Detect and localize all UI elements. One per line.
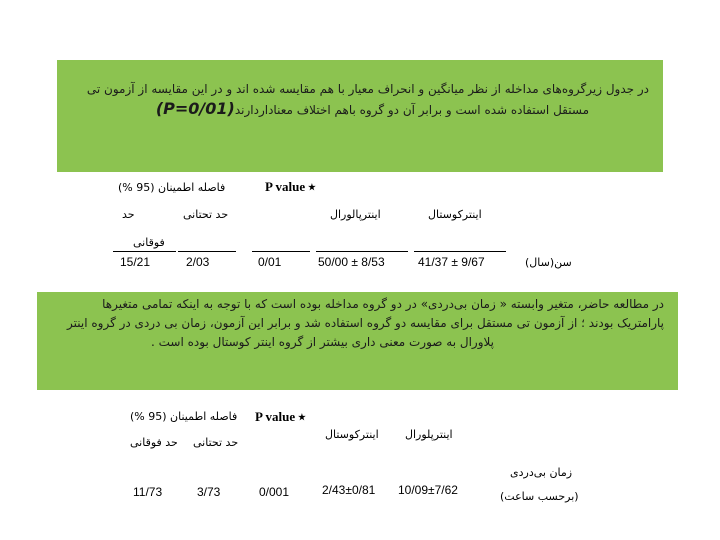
note-line-3: پلاورال به صورت معنی داری بیشتر از گروه اینتر کوستال بوده است . <box>151 335 494 349</box>
t1-ci-header: فاصله اطمینان (95 %) <box>118 181 226 194</box>
t1-rule-3 <box>252 251 310 252</box>
t2-group-b-value: 2/43±0/81 <box>322 483 376 497</box>
t1-rule-5 <box>414 251 506 252</box>
note-line-2: پارامتریک بودند ؛ از آزمون تی مستقل برای مقایسه دو گروه استفاده شد و برابر این آزمون، زمان بی دردی در گروه اینتر <box>67 316 664 330</box>
t2-upper-value: 11/73 <box>133 485 163 499</box>
t2-row-label: زمان بی‌دردی <box>510 466 573 479</box>
t1-rule-2 <box>178 251 236 252</box>
t1-pvalue-value: 0/01 <box>258 255 282 269</box>
t2-lower-header: حد تحتانی <box>193 436 239 449</box>
t1-group-b-value: 41/37 ± 9/67 <box>418 255 485 269</box>
intro-line-1: در جدول زیرگروه‌های مداخله از نظر میانگین و انحراف معیار با هم مقایسه شده اند و در این مقایسه از آزمون تی <box>86 82 649 96</box>
t1-upper-header: حد <box>122 208 135 221</box>
note-text-box <box>37 292 678 390</box>
t2-lower-value: 3/73 <box>197 485 221 499</box>
t1-pvalue-header: P value ٭ <box>265 179 316 194</box>
t1-lower-header: حد تحتانی <box>183 208 229 221</box>
intro-line-2: مستقل استفاده شده است و برابر آن دو گروه باهم اختلاف معناداردارند(P=0/01) <box>155 99 589 118</box>
intro-text-box <box>57 60 663 172</box>
t2-pvalue-value: 0/001 <box>259 485 290 499</box>
t1-row-label: سن(سال) <box>525 256 572 269</box>
t1-group-a-header: اینترپالورال <box>330 208 381 221</box>
t2-upper-header: حد فوقانی <box>130 436 178 449</box>
t2-group-b-header: اینترکوستال <box>325 428 379 441</box>
t1-upper-value: 15/21 <box>120 255 151 269</box>
t2-group-a-value: 10/09±7/62 <box>398 483 458 497</box>
t2-ci-header: فاصله اطمینان (95 %) <box>130 410 238 423</box>
t1-rule-4 <box>316 251 408 252</box>
note-line-1: در مطالعه حاضر، متغیر وابسته « زمان بی‌دردی» در دو گروه مداخله بوده است که با توجه به اینکه تمامی متغیرها <box>102 297 664 311</box>
t2-pvalue-header: P value ٭ <box>255 409 306 424</box>
t1-rule-1 <box>113 251 176 252</box>
t1-group-a-value: 50/00 ± 8/53 <box>318 255 385 269</box>
t2-row-label-unit: (برحسب ساعت) <box>500 490 579 503</box>
t1-upper-header-cont: فوقانی <box>133 236 165 249</box>
t1-lower-value: 2/03 <box>186 255 210 269</box>
t2-group-a-header: اینترپلورال <box>405 428 453 441</box>
intro-pvalue: (P=0/01) <box>155 99 235 118</box>
t1-group-b-header: اینترکوستال <box>428 208 482 221</box>
